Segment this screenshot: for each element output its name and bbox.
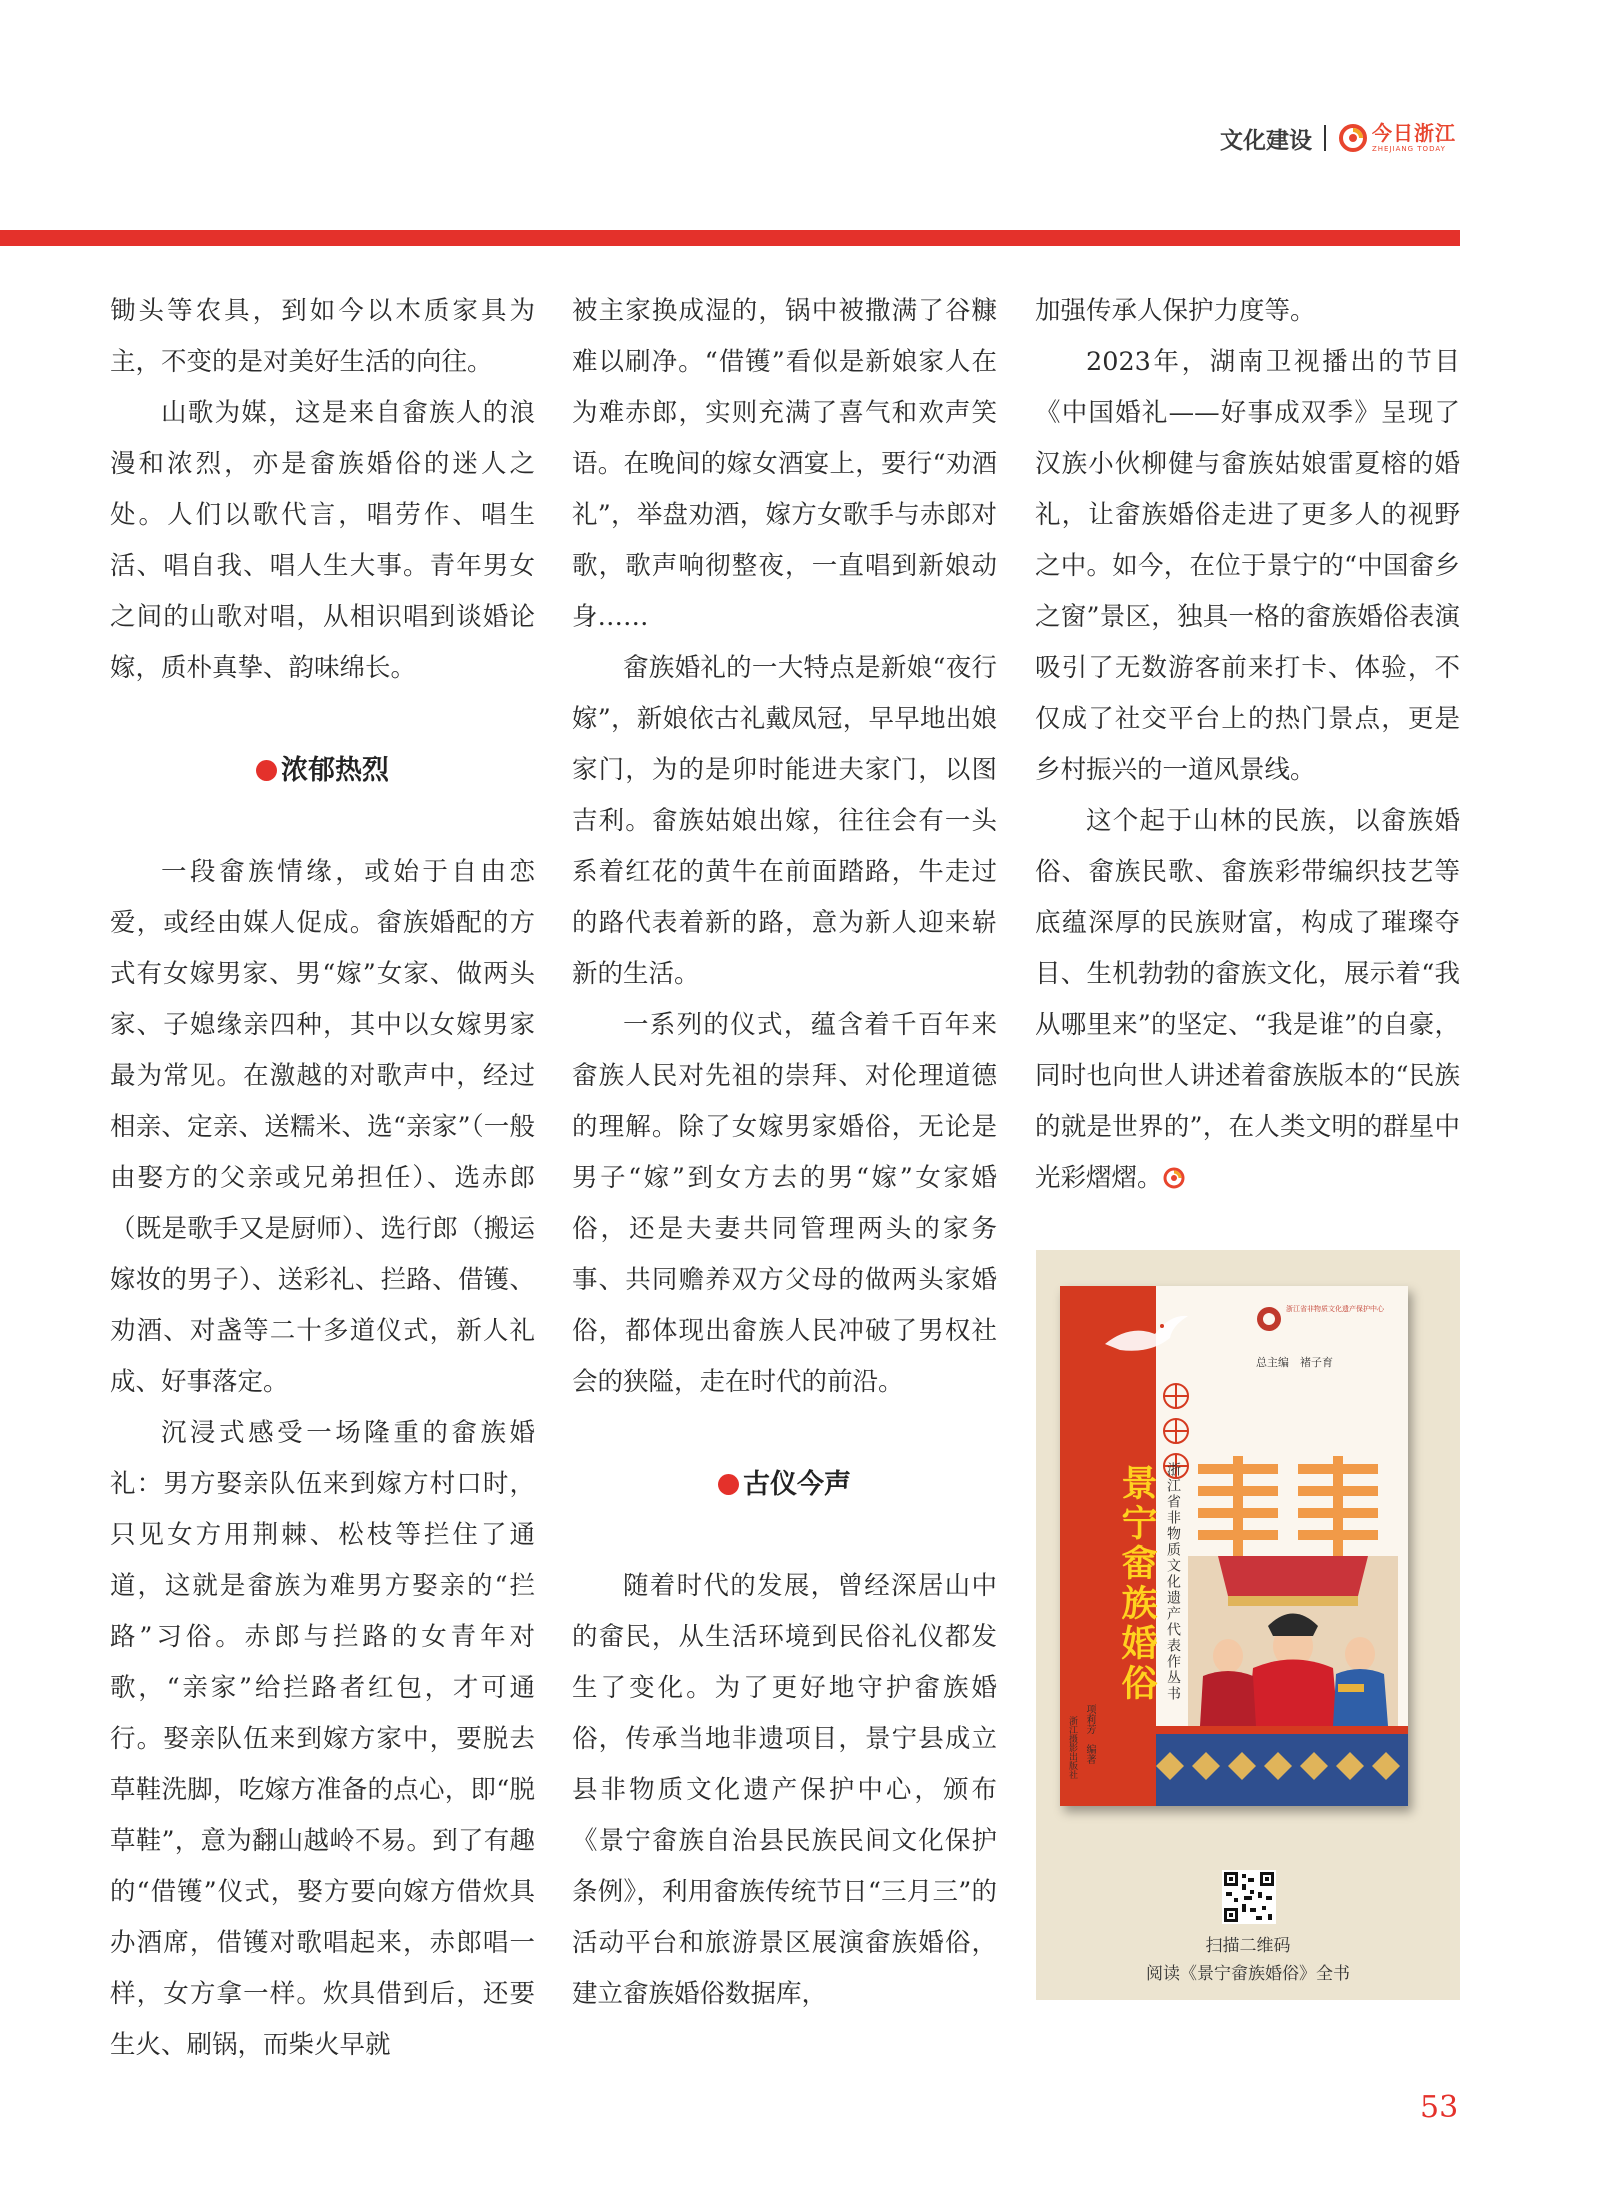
paragraph: 锄头等农具，到如今以木质家具为主，不变的是对美好生活的向往。 (110, 296, 535, 377)
cover-series: 浙江省非物质文化遗产代表作丛书 (1165, 1462, 1181, 1702)
qr-code-icon[interactable] (1222, 1870, 1276, 1924)
cover-author: 项莉芳 编著 (1084, 1704, 1095, 1764)
text-column-3 (1035, 286, 1460, 1204)
red-dot-icon (256, 760, 277, 781)
cover-publisher: 浙江摄影出版社 (1067, 1716, 1077, 1779)
paragraph: 沉浸式感受一场隆重的畲族婚礼：男方娶亲队伍来到嫁方村口时，只见女方用荆棘、松枝等拦住了通道，这就是畲族为难男方娶亲的“拦路”习俗。赤郎与拦路的女青年对歌，“亲家”给拦路者红包，才可通行。娶亲队伍来到嫁方家中，要脱去草鞋洗脚，吃嫁方准备的点心，即“脱草鞋”，意为翻山越岭不易。到了有趣的“借镬”仪式，娶方要向嫁方借炊具办酒席，借镬对歌唱起来，赤郎唱一样，女方拿一样。炊具借到后，还要生火、刷锅，而柴火早就 (110, 1418, 535, 2060)
subheading-guyi: 古仪今声 (572, 1459, 997, 1510)
page-number: 53 (1420, 2090, 1459, 2125)
paragraph: 畲族婚礼的一大特点是新娘“夜行嫁”，新娘依古礼戴凤冠，早早地出娘家门，为的是卯时能进夫家门，以图吉利。畲族姑娘出嫁，往往会有一头系着红花的黄牛在前面踏路，牛走过的路代表着新的路，意为新人迎来崭新的生活。 (572, 653, 997, 989)
brand-name: 今日浙江 (1372, 121, 1456, 145)
header-red-rule (0, 230, 1460, 246)
swirl-logo-icon (1338, 123, 1368, 153)
scan-caption-line: 扫描二维码 (1205, 1936, 1291, 1956)
magazine-logo (1338, 123, 1456, 153)
end-mark-icon (1163, 1167, 1185, 1189)
paragraph: 这个起于山林的民族，以畲族婚俗、畲族民歌、畲族彩带编织技艺等底蕴深厚的民族财富，构成了璀璨夺目、生机勃勃的畲族文化，展示着“我从哪里来”的坚定、“我是谁”的自豪，同时也向世人讲述着畲族版本的“民族的就是世界的”，在人类文明的群星中光彩熠熠。 (1035, 806, 1460, 1193)
phoenix-bird-icon (1100, 1304, 1190, 1364)
paragraph: 随着时代的发展，曾经深居山中的畲民，从生活环境到民俗礼仪都发生了变化。为了更好地守护畲族婚俗，传承当地非遗项目，景宁县成立县非物质文化遗产保护中心，颁布《景宁畲族自治县民族民间文化保护条例》，利用畲族传统节日“三月三”的活动平台和旅游景区展演畲族婚俗，建立畲族婚俗数据库， (572, 1571, 997, 2009)
cover-publisher-top: 浙江省非物质文化遗产保护中心 (1286, 1305, 1384, 1313)
double-happiness-icon (1188, 1456, 1388, 1566)
page-header (1220, 118, 1456, 158)
paragraph: 一系列的仪式，蕴含着千百年来畲族人民对先祖的崇拜、对伦理道德的理解。除了女嫁男家婚俗，无论是男子“嫁”到女方去的男“嫁”女家婚俗，还是夫妻共同管理两头的家务事、共同赡养双方父母的做两头家婚俗，都体现出畲族人民冲破了男权社会的狭隘，走在时代的前沿。 (572, 1010, 997, 1397)
paragraph: 加强传承人保护力度等。 (1035, 296, 1316, 326)
paragraph: 山歌为媒，这是来自畲族人的浪漫和浓烈，亦是畲族婚俗的迷人之处。人们以歌代言，唱劳作、唱生活、唱自我、唱人生大事。青年男女之间的山歌对唱，从相识唱到谈婚论嫁，质朴真挚、韵味绵长。 (110, 398, 535, 683)
header-divider (1324, 125, 1326, 151)
red-dot-icon (718, 1474, 739, 1495)
paragraph: 2023年，湖南卫视播出的节目《中国婚礼——好事成双季》呈现了汉族小伙柳健与畲族姑娘雷夏榕的婚礼，让畲族婚俗走进了更多人的视野之中。如今，在位于景宁的“中国畲乡之窗”景区，独具一格的畲族婚俗表演吸引了无数游客前来打卡、体验，不仅成了社交平台上的热门景点，更是乡村振兴的一道风景线。 (1035, 347, 1460, 785)
paragraph: 一段畲族情缘，或始于自由恋爱，或经由媒人促成。畲族婚配的方式有女嫁男家、男“嫁”女家、做两头家、子媳缘亲四种，其中以女嫁男家最为常见。在激越的对歌声中，经过相亲、定亲、送糯米、选“亲家”（一般由娶方的父亲或兄弟担任）、选赤郎（既是歌手又是厨师）、选行郎（搬运嫁妆的男子）、送彩礼、拦路、借镬、劝酒、对盏等二十多道仪式，新人礼成、好事落定。 (110, 857, 535, 1397)
wedding-photo-image (1188, 1556, 1398, 1726)
brand-en: ZHEJIANG TODAY (1372, 145, 1446, 153)
book-cover[interactable] (1060, 1286, 1408, 1806)
book-promo-box (1036, 1250, 1460, 2000)
section-label: 文化建设 (1220, 127, 1312, 154)
cover-title: 景宁畲族婚俗 (1116, 1464, 1157, 1704)
scan-caption-line: 阅读《景宁畲族婚俗》全书 (1146, 1964, 1350, 1984)
paragraph: 被主家换成湿的，锅中被撒满了谷糠难以刷净。“借镬”看似是新娘家人在为难赤郎，实则充满了喜气和欢声笑语。在晚间的嫁女酒宴上，要行“劝酒礼”，举盘劝酒，嫁方女歌手与赤郎对歌，歌声响彻整夜，一直唱到新娘动身…… (572, 296, 997, 632)
text-column-1 (110, 286, 535, 2071)
cover-chief-editor: 总主编 褚子育 (1256, 1356, 1333, 1369)
subheading-nongyu: 浓郁热烈 (110, 745, 535, 796)
text-column-2 (572, 286, 997, 2020)
cover-border-pattern (1156, 1726, 1408, 1806)
scan-caption (1036, 1932, 1460, 1988)
publisher-emblem-icon (1256, 1306, 1282, 1332)
